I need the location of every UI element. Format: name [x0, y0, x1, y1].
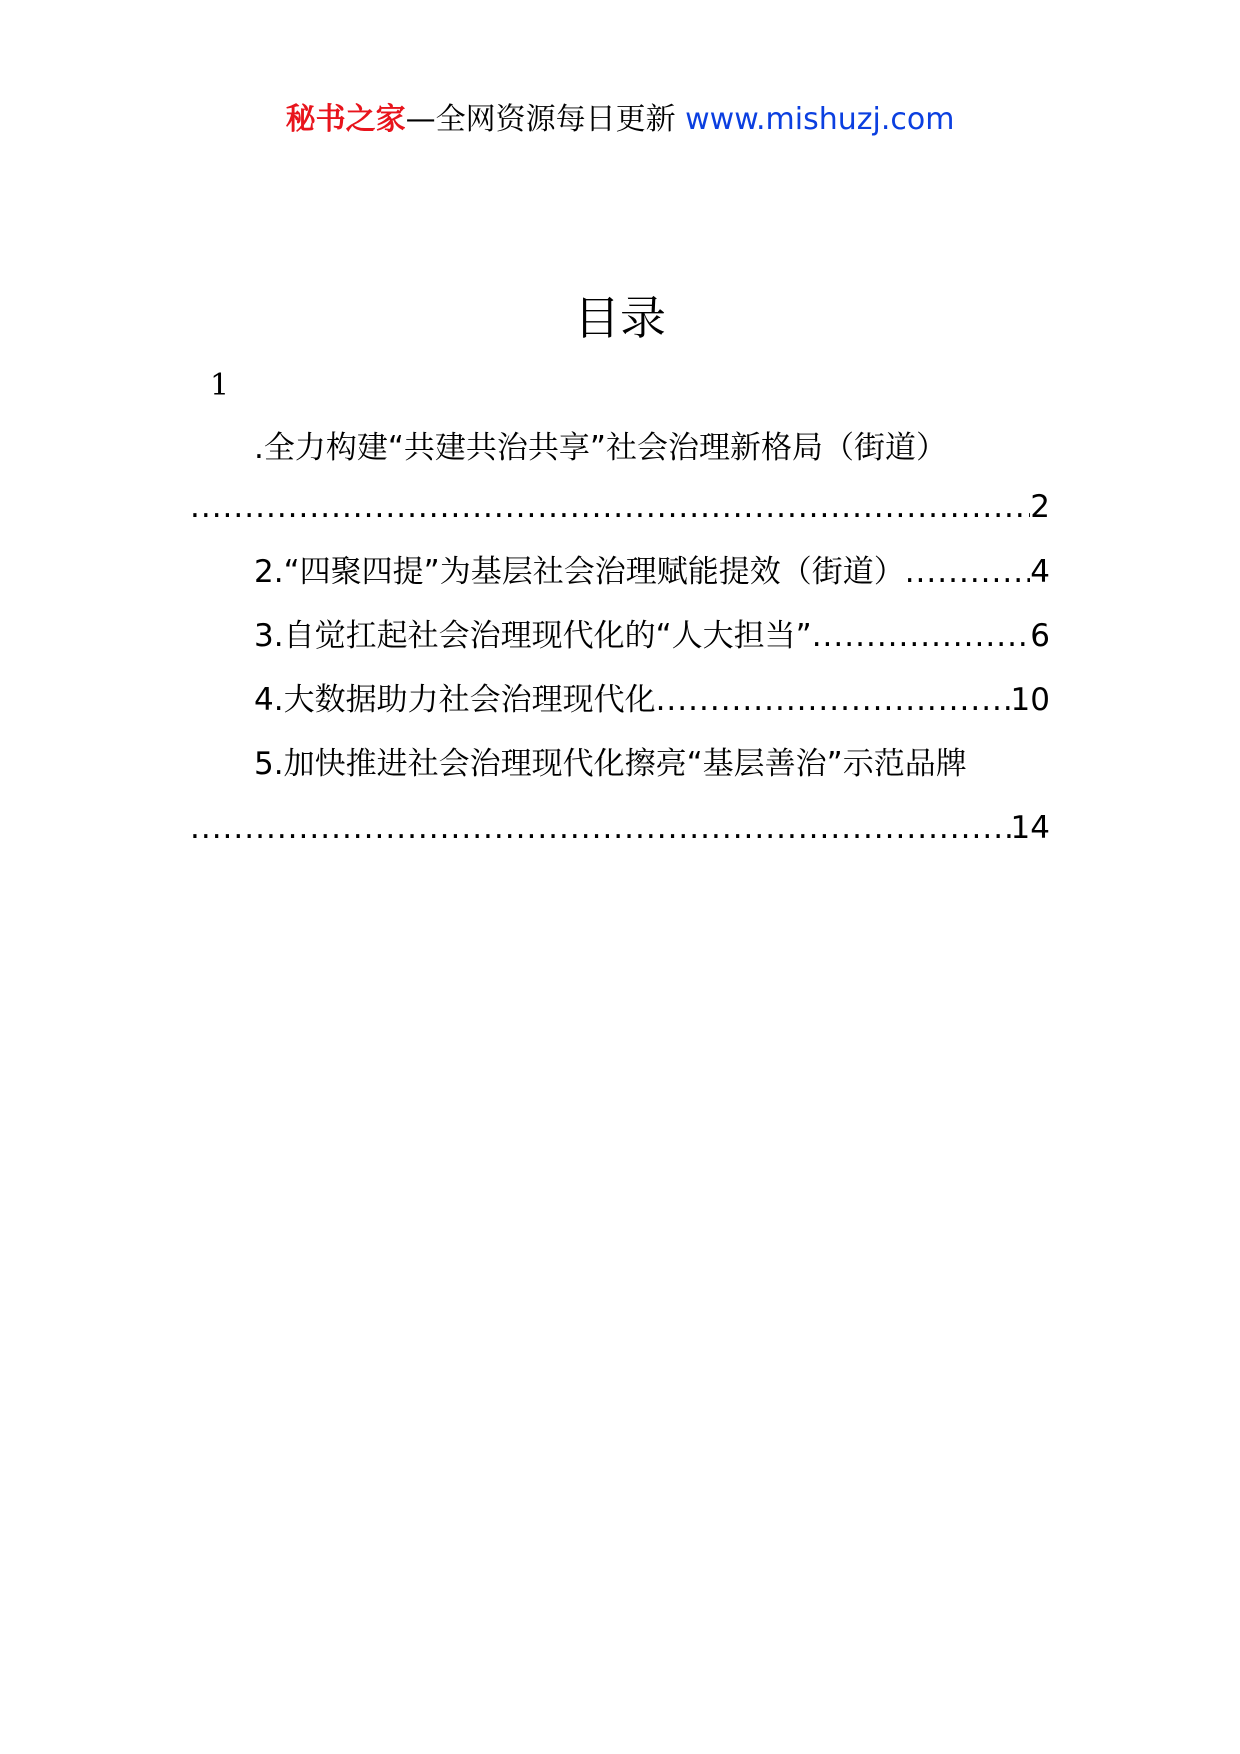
toc-entry-2-title[interactable]: 2.“四聚四提”为基层社会治理赋能提效（街道）: [254, 554, 905, 590]
site-url-link[interactable]: www.mishuzj.com: [685, 102, 955, 137]
toc-entry-1-leader: [190, 484, 1030, 530]
header-tagline: —全网资源每日更新: [405, 102, 676, 137]
toc-entry-2[interactable]: [254, 549, 1050, 595]
toc-entry-4[interactable]: [254, 677, 1050, 723]
toc-entry-2-leader: [905, 549, 1031, 595]
toc-entry-4-leader: [656, 677, 1011, 723]
toc-entry-3-page[interactable]: 6: [1030, 618, 1050, 654]
toc-entry-4-title[interactable]: 4.大数据助力社会治理现代化: [254, 682, 656, 718]
toc-entry-3-title[interactable]: 3.自觉扛起社会治理现代化的“人大担当”: [254, 618, 812, 654]
toc-entry-5-page[interactable]: 14: [1010, 810, 1050, 846]
toc-entry-2-page[interactable]: 4: [1030, 554, 1050, 590]
toc-entry-4-page[interactable]: 10: [1010, 682, 1050, 718]
toc-entry-1-page[interactable]: 2: [1030, 489, 1050, 525]
page-marker: 1: [210, 368, 230, 403]
toc-title: 目录: [574, 291, 666, 345]
toc-entry-5-text-line[interactable]: [254, 741, 1050, 787]
site-header: [0, 100, 1240, 140]
toc-entry-1-leader-line[interactable]: [190, 484, 1050, 530]
toc-entry-5-leader: [190, 805, 1011, 851]
toc-entry-1-title[interactable]: .全力构建“共建共治共享”社会治理新格局（街道）: [254, 430, 947, 466]
toc-entry-1-text-line[interactable]: [254, 425, 1050, 471]
brand-name: 秘书之家: [285, 102, 406, 137]
toc-entry-5-title[interactable]: 5.加快推进社会治理现代化擦亮“基层善治”示范品牌: [254, 746, 967, 782]
toc-entry-3-leader: [812, 613, 1031, 659]
toc-entry-3[interactable]: [254, 613, 1050, 659]
toc-entry-5-leader-line[interactable]: [190, 805, 1050, 851]
